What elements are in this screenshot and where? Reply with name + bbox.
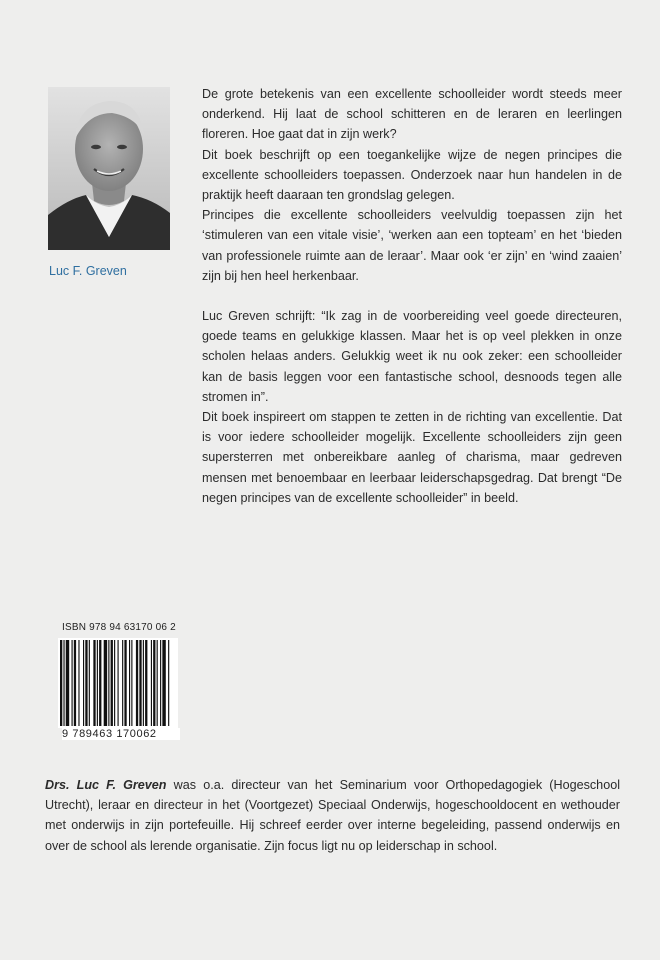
- barcode-bar: [124, 640, 126, 726]
- barcode-bar: [66, 640, 69, 726]
- author-photo: [48, 87, 170, 250]
- blurb-paragraph: Dit boek inspireert om stappen te zetten in de richting van excellentie. Dat is voor iedere schoolleider mogelijk. Excellente schoolleiders zijn geen supersterren met onbereikbare aanleg of charisma, maar gedreven mensen met benoembaar en leerbaar leiderschapsgedrag. Dat brengt “De negen principes van de excellente schoolleider” in beeld.: [202, 410, 622, 505]
- barcode-bar: [89, 640, 90, 726]
- barcode: [58, 638, 178, 728]
- barcode-bar: [111, 640, 113, 726]
- barcode-bar: [118, 640, 119, 726]
- barcode-bar: [131, 640, 132, 726]
- blurb-paragraph: Luc Greven schrijft: “Ik zag in de voorbereiding veel goede directeuren, goede teams en gelukkige klassen. Maar het is op veel plekken in onze scholen helaas anders. Gelukkig weet ik nu ook zeker: een schoolleider kan de basis leggen voor een fantastische school, desnoods tegen alle stromen in”.: [202, 309, 622, 404]
- barcode-bar: [74, 640, 76, 726]
- barcode-bar: [72, 640, 73, 726]
- barcode-bar: [93, 640, 95, 726]
- author-bio: [45, 775, 620, 856]
- barcode-bar: [145, 640, 147, 726]
- barcode-bar: [160, 640, 161, 726]
- paragraph-spacer: [202, 286, 622, 306]
- barcode-bar: [83, 640, 84, 726]
- barcode-bar: [151, 640, 152, 726]
- bio-name: Drs. Luc F. Greven: [45, 778, 167, 792]
- blurb-paragraph: Dit boek beschrijft op een toegankelijke wijze de negen principes die excellente schoolleiders toepassen. Onderzoek naar hun handelen in de praktijk heeft daaraan ten grondslag gelegen.: [202, 147, 622, 203]
- barcode-bar: [99, 640, 101, 726]
- isbn-label: ISBN 978 94 63170 06 2: [62, 622, 176, 633]
- barcode-bar: [168, 640, 169, 726]
- barcode-bars: [58, 638, 178, 728]
- blurb-column: [202, 84, 622, 508]
- barcode-bar: [97, 640, 98, 726]
- barcode-bar: [63, 640, 64, 726]
- barcode-bar: [162, 640, 165, 726]
- barcode-bar: [136, 640, 138, 726]
- author-caption: Luc F. Greven: [49, 264, 127, 278]
- barcode-bar: [153, 640, 155, 726]
- barcode-bar: [139, 640, 141, 726]
- blurb-paragraph: De grote betekenis van een excellente schoolleider wordt steeds meer onderkend. Hij laat de school schitteren en de leraren en leerlingen floreren. Hoe gaat dat in zijn werk?: [202, 87, 622, 142]
- barcode-bar: [104, 640, 107, 726]
- barcode-bar: [157, 640, 158, 726]
- barcode-digits: 9 789463 170062: [62, 728, 180, 740]
- barcode-bar: [129, 640, 130, 726]
- barcode-bar: [122, 640, 123, 726]
- barcode-bar: [60, 640, 62, 726]
- barcode-bar: [143, 640, 144, 726]
- barcode-bar: [114, 640, 115, 726]
- blurb-paragraph: Principes die excellente schoolleiders veelvuldig toepassen zijn het ‘stimuleren van een vitale visie’, ‘werken aan een topteam’ en het ‘bieden van professionele ruimte aan de leraar’. Maar ook ‘er zijn’ en ‘wind zaaien’ zijn bij hen heel herkenbaar.: [202, 208, 622, 283]
- bio-text: was o.a. directeur van het Seminarium voor Orthopedagogiek (Hogeschool Utrecht), leraar en directeur in het (Voortgezet) Speciaal Onderwijs, hogeschooldocent en wethouder met onderwijs in zijn portefeuille. Hij schreef eerder over interne begeleiding, passend onderwijs en over de school als lerende organisatie. Zijn focus ligt nu op leiderschap in school.: [45, 778, 620, 853]
- barcode-bar: [85, 640, 87, 726]
- barcode-bar: [108, 640, 109, 726]
- barcode-bar: [78, 640, 79, 726]
